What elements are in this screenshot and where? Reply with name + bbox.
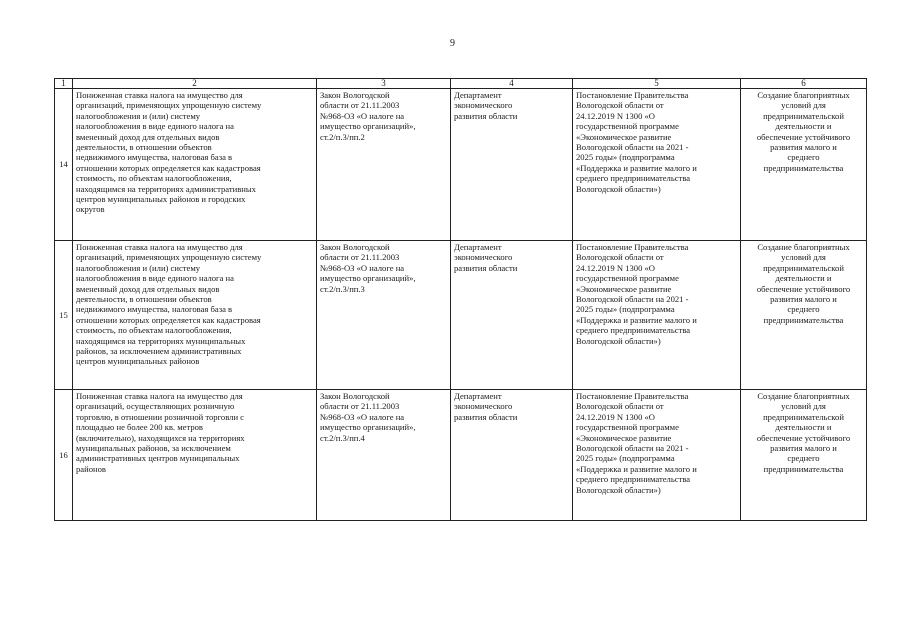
- cell-text-line: стоимость, по объектам налогообложения,: [76, 173, 232, 184]
- cell-text-line: Пониженная ставка налога на имущество для: [76, 242, 243, 252]
- goal-cell: [741, 241, 867, 390]
- cell-text-line: налогообложения в виде единого налога на: [76, 121, 234, 132]
- cell-text-line: «Экономическое развитие: [576, 131, 672, 142]
- cell-text-line: вмененный доход для отдельных видов: [76, 131, 220, 142]
- cell-text-line: экономического: [454, 100, 513, 111]
- cell-text-line: Вологодской области от: [576, 100, 664, 111]
- curator-cell: [451, 89, 573, 241]
- program-cell: [573, 390, 741, 521]
- header-cell: 4: [451, 79, 573, 89]
- cell-text-line: предпринимательской: [763, 110, 844, 121]
- row-number-cell: 16: [55, 390, 73, 521]
- header-cell: 3: [317, 79, 451, 89]
- legal-basis-cell: [317, 390, 451, 521]
- program-cell: [573, 89, 741, 241]
- cell-text-line: предпринимательской: [763, 262, 844, 273]
- cell-text-line: среднего: [787, 304, 820, 315]
- table-header-row: [55, 79, 867, 89]
- cell-text-line: Создание благоприятных: [757, 391, 850, 401]
- cell-text-line: налогообложения в виде единого налога на: [76, 273, 234, 284]
- cell-text-line: Вологодской области на 2021 -: [576, 142, 689, 153]
- header-cell: 6: [741, 79, 867, 89]
- cell-text-line: предпринимательства: [763, 314, 844, 325]
- header-cell: 5: [573, 79, 741, 89]
- legal-basis-cell: [317, 89, 451, 241]
- cell-text-line: государственной программе: [576, 273, 679, 284]
- cell-text-line: ст.2/п.3/пп.2: [320, 131, 365, 142]
- cell-text-line: организаций, применяющих упрощенную систему: [76, 100, 262, 111]
- cell-text-line: 2025 годы» (подпрограмма: [576, 152, 675, 163]
- table-row: [55, 241, 867, 390]
- tax-benefits-table: [54, 78, 867, 521]
- table-row: [55, 390, 867, 521]
- cell-text-line: 24.12.2019 N 1300 «О: [576, 262, 656, 273]
- benefit-description-cell: [73, 390, 317, 521]
- cell-text-line: Закон Вологодской: [320, 242, 390, 252]
- cell-text-line: Вологодской области»): [576, 183, 661, 194]
- goal-cell: [741, 89, 867, 241]
- cell-text-line: государственной программе: [576, 422, 679, 433]
- benefit-description-cell: [73, 89, 317, 241]
- cell-text-line: муниципальных районов, за исключением: [76, 443, 231, 454]
- cell-text-line: государственной программе: [576, 121, 679, 132]
- cell-text-line: организаций, осуществляющих розничную: [76, 401, 235, 412]
- cell-text-line: «Поддержка и развитие малого и: [576, 314, 697, 325]
- cell-text-line: Постановление Правительства: [576, 90, 689, 100]
- cell-text-line: организаций, применяющих упрощенную систему: [76, 252, 262, 263]
- cell-text-line: экономического: [454, 252, 513, 263]
- cell-text-line: деятельности и: [775, 273, 832, 284]
- table-row: [55, 89, 867, 241]
- cell-text-line: №968-ОЗ «О налоге на: [320, 110, 405, 121]
- cell-text-line: (включительно), находящихся на территориях: [76, 432, 245, 443]
- cell-text-line: центров муниципальных районов и городских: [76, 194, 246, 205]
- cell-text-line: 24.12.2019 N 1300 «О: [576, 411, 656, 422]
- row-number-cell: 15: [55, 241, 73, 390]
- cell-text-line: развития малого и: [770, 142, 837, 153]
- cell-text-line: среднего: [787, 152, 820, 163]
- cell-text-line: отношении которых определяется как кадастровая: [76, 314, 261, 325]
- cell-text-line: области от 21.11.2003: [320, 100, 400, 111]
- cell-text-line: предпринимательской: [763, 411, 844, 422]
- cell-text-line: предпринимательства: [763, 162, 844, 173]
- cell-text-line: недвижимого имущества, налоговая база в: [76, 152, 233, 163]
- cell-text-line: деятельности и: [775, 422, 832, 433]
- cell-text-line: округов: [76, 204, 105, 215]
- cell-text-line: 2025 годы» (подпрограмма: [576, 453, 675, 464]
- cell-text-line: экономического: [454, 401, 513, 412]
- cell-text-line: «Поддержка и развитие малого и: [576, 162, 697, 173]
- cell-text-line: Пониженная ставка налога на имущество для: [76, 90, 243, 100]
- cell-text-line: налогообложения и (или) систему: [76, 262, 201, 273]
- cell-text-line: области от 21.11.2003: [320, 252, 400, 263]
- cell-text-line: Вологодской области на 2021 -: [576, 443, 689, 454]
- cell-text-line: Постановление Правительства: [576, 242, 689, 252]
- cell-text-line: среднего: [787, 453, 820, 464]
- header-cell: 2: [73, 79, 317, 89]
- cell-text-line: 2025 годы» (подпрограмма: [576, 304, 675, 315]
- cell-text-line: Департамент: [454, 391, 502, 401]
- cell-text-line: Пониженная ставка налога на имущество для: [76, 391, 243, 401]
- page-number: 9: [450, 38, 455, 49]
- cell-text-line: развития области: [454, 411, 518, 422]
- legal-basis-cell: [317, 241, 451, 390]
- cell-text-line: налогообложения и (или) систему: [76, 110, 201, 121]
- goal-cell: [741, 390, 867, 521]
- curator-cell: [451, 390, 573, 521]
- cell-text-line: условий для: [781, 252, 826, 263]
- cell-text-line: развития области: [454, 110, 518, 121]
- cell-text-line: предпринимательства: [763, 463, 844, 474]
- benefit-description-cell: [73, 241, 317, 390]
- cell-text-line: «Экономическое развитие: [576, 283, 672, 294]
- cell-text-line: области от 21.11.2003: [320, 401, 400, 412]
- cell-text-line: вмененный доход для отдельных видов: [76, 283, 220, 294]
- cell-text-line: ст.2/п.3/пп.3: [320, 283, 365, 294]
- cell-text-line: торговлю, в отношении розничной торговли с: [76, 411, 245, 422]
- cell-text-line: площадью не более 200 кв. метров: [76, 422, 203, 433]
- cell-text-line: №968-ОЗ «О налоге на: [320, 262, 405, 273]
- cell-text-line: среднего предпринимательства: [576, 173, 691, 184]
- cell-text-line: Вологодской области»): [576, 484, 661, 495]
- cell-text-line: деятельности, в отношении объектов: [76, 294, 212, 305]
- cell-text-line: имущество организаций»,: [320, 121, 416, 132]
- cell-text-line: обеспечение устойчивого: [756, 283, 851, 294]
- cell-text-line: Вологодской области от: [576, 252, 664, 263]
- cell-text-line: Вологодской области на 2021 -: [576, 294, 689, 305]
- cell-text-line: условий для: [781, 401, 826, 412]
- cell-text-line: районов, за исключением административных: [76, 346, 242, 357]
- cell-text-line: центров муниципальных районов: [76, 356, 200, 367]
- cell-text-line: Вологодской области от: [576, 401, 664, 412]
- cell-text-line: обеспечение устойчивого: [756, 432, 851, 443]
- cell-text-line: развития малого и: [770, 443, 837, 454]
- cell-text-line: Создание благоприятных: [757, 90, 850, 100]
- row-number-cell: 14: [55, 89, 73, 241]
- cell-text-line: Закон Вологодской: [320, 391, 390, 401]
- cell-text-line: Закон Вологодской: [320, 90, 390, 100]
- cell-text-line: отношении которых определяется как кадастровая: [76, 162, 261, 173]
- cell-text-line: среднего предпринимательства: [576, 325, 691, 336]
- cell-text-line: 24.12.2019 N 1300 «О: [576, 110, 656, 121]
- program-cell: [573, 241, 741, 390]
- cell-text-line: недвижимого имущества, налоговая база в: [76, 304, 233, 315]
- cell-text-line: Постановление Правительства: [576, 391, 689, 401]
- cell-text-line: «Поддержка и развитие малого и: [576, 463, 697, 474]
- curator-cell: [451, 241, 573, 390]
- cell-text-line: районов: [76, 463, 106, 474]
- cell-text-line: «Экономическое развитие: [576, 432, 672, 443]
- cell-text-line: развития малого и: [770, 294, 837, 305]
- cell-text-line: Вологодской области»): [576, 335, 661, 346]
- cell-text-line: стоимость, по объектам налогообложения,: [76, 325, 232, 336]
- cell-text-line: административных центров муниципальных: [76, 453, 240, 464]
- cell-text-line: обеспечение устойчивого: [756, 131, 851, 142]
- cell-text-line: условий для: [781, 100, 826, 111]
- cell-text-line: №968-ОЗ «О налоге на: [320, 411, 405, 422]
- cell-text-line: деятельности, в отношении объектов: [76, 142, 212, 153]
- cell-text-line: Создание благоприятных: [757, 242, 850, 252]
- cell-text-line: находящимся на территориях муниципальных: [76, 335, 246, 346]
- header-cell: 1: [55, 79, 73, 89]
- cell-text-line: Департамент: [454, 242, 502, 252]
- cell-text-line: имущество организаций»,: [320, 422, 416, 433]
- cell-text-line: имущество организаций»,: [320, 273, 416, 284]
- cell-text-line: среднего предпринимательства: [576, 474, 691, 485]
- cell-text-line: развития области: [454, 262, 518, 273]
- cell-text-line: Департамент: [454, 90, 502, 100]
- cell-text-line: находящимся на территориях административных: [76, 183, 256, 194]
- cell-text-line: деятельности и: [775, 121, 832, 132]
- cell-text-line: ст.2/п.3/пп.4: [320, 432, 365, 443]
